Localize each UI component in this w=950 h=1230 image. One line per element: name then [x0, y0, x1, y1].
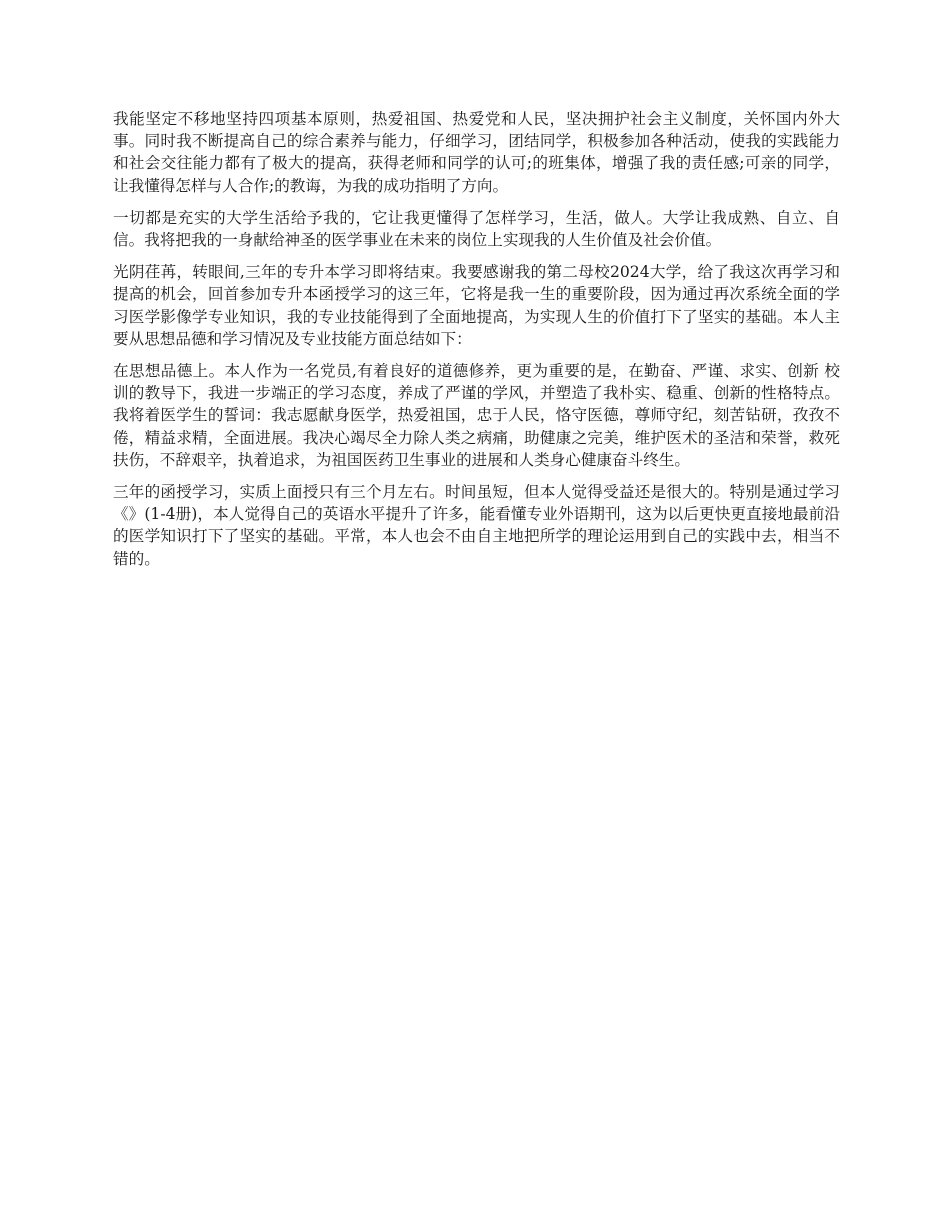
paragraph-political-stance: 我能坚定不移地坚持四项基本原则，热爱祖国、热爱党和人民，坚决拥护社会主义制度，关怀国内外大事。同时我不断提高自己的综合素养与能力，仔细学习，团结同学，积极参加各种活动，使我的实践能力和社会交往能力都有了极大的提高，获得老师和同学的认可;的班集体，增强了我的责任感;可亲的同学，让我懂得怎样与人合作;的教诲，为我的成功指明了方向。: [113, 110, 840, 195]
document-body: [113, 108, 840, 580]
paragraph-ideology-morality: 在思想品德上。本人作为一名党员,有着良好的道德修养，更为重要的是，在勤奋、严谨、求实、创新 校训的教导下，我进一步端正的学习态度，养成了严谨的学风，并塑造了我朴实、稳重、创新的性格特点。我将着医学生的誓词：我志愿献身医学，热爱祖国，忠于人民，恪守医德，尊师守纪，刻苦钻研，孜孜不倦，精益求精，全面进展。我决心竭尽全力除人类之病痛，助健康之完美，维护医术的圣洁和荣誉，救死扶伤，不辞艰辛，执着追求，为祖国医药卫生事业的进展和人类身心健康奋斗终生。: [113, 362, 840, 469]
paragraph-correspondence-study: 三年的函授学习，实质上面授只有三个月左右。时间虽短，但本人觉得受益还是很大的。特别是通过学习《》(1-4册)，本人觉得自己的英语水平提升了许多，能看懂专业外语期刊，这为以后更快更直接地最前沿的医学知识打下了坚实的基础。平常，本人也会不由自主地把所学的理论运用到自己的实践中去，相当不错的。: [113, 483, 840, 568]
paragraph-university-life: 一切都是充实的大学生活给予我的，它让我更懂得了怎样学习，生活，做人。大学让我成熟、自立、自信。我将把我的一身献给神圣的医学事业在未来的岗位上实现我的人生价值及社会价值。: [113, 208, 840, 250]
paragraph-study-intro: 光阴荏苒，转眼间,三年的专升本学习即将结束。我要感谢我的第二母校2024大学，给了我这次再学习和提高的机会，回首参加专升本函授学习的这三年，它将是我一生的重要阶段，因为通过再次系统全面的学习医学影像学专业知识，我的专业技能得到了全面地提高，为实现人生的价值打下了坚实的基础。本人主要从思想品德和学习情况及专业技能方面总结如下：: [113, 263, 840, 348]
